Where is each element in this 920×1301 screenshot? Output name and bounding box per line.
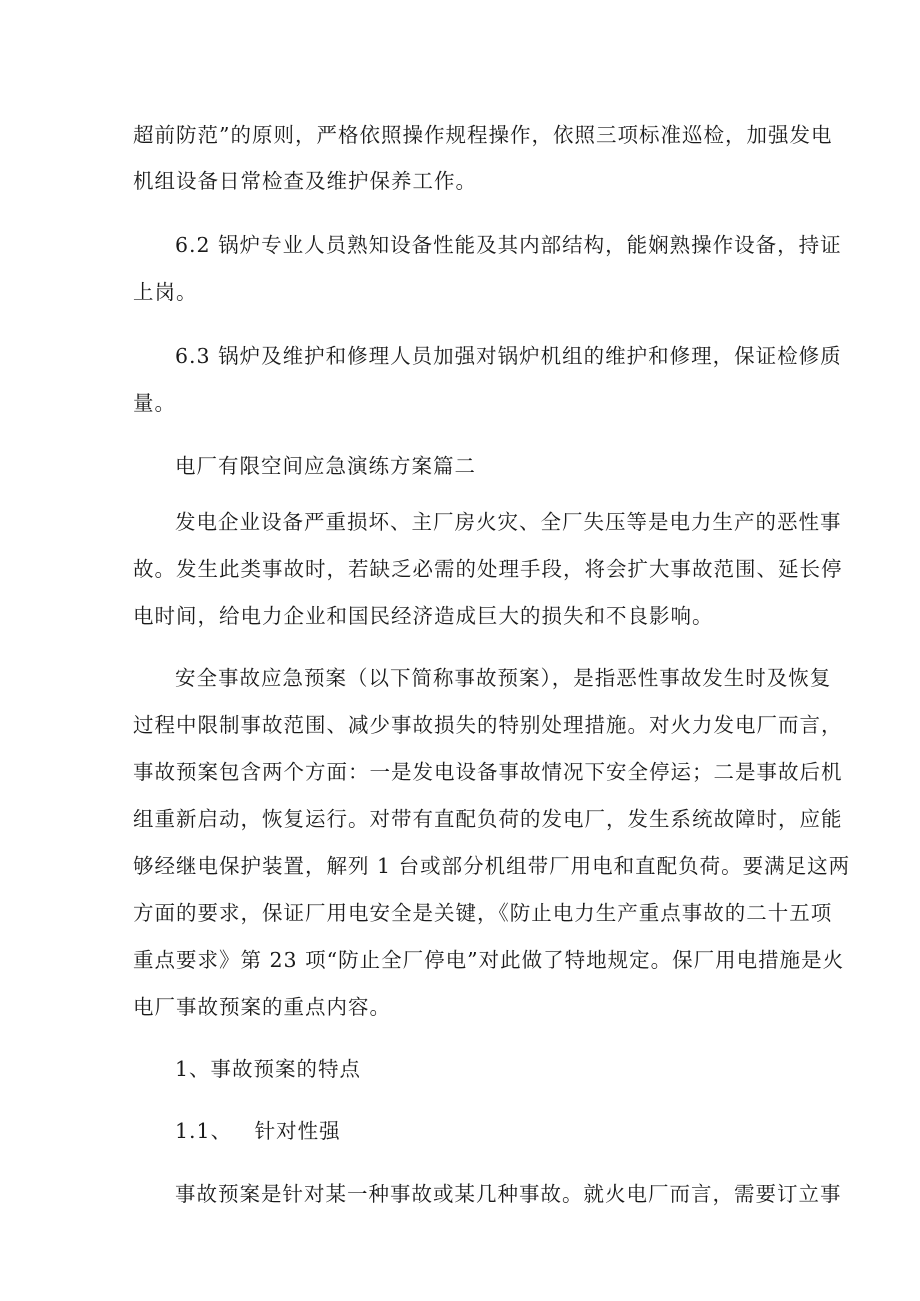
section-1-1-heading: 1.1、 针对性强 [175,1119,341,1143]
section-6-3-line: 6.3 锅炉及维护和修理人员加强对锅炉机组的维护和修理，保证检修质 [175,344,842,368]
paragraph-line: 电厂事故预案的重点内容。 [133,995,391,1019]
section-6-2-line: 6.2 锅炉专业人员熟知设备性能及其内部结构，能娴熟操作设备，持证 [175,233,842,257]
paragraph-line: 超前防范”的原则，严格依照操作规程操作，依照三项标准巡检，加强发电 [133,123,833,147]
paragraph-line: 组重新启动，恢复运行。对带有直配负荷的发电厂，发生系统故障时，应能 [133,807,843,831]
paragraph-line: 过程中限制事故范围、减少事故损失的特别处理措施。对火力发电厂而言， [133,713,843,737]
section-1-heading: 1、事故预案的特点 [175,1057,362,1081]
heading-part-two: 电厂有限空间应急演练方案篇二 [175,454,476,478]
paragraph-line: 事故预案包含两个方面：一是发电设备事故情况下安全停运；二是事故后机 [133,760,843,784]
paragraph-line: 够经继电保护装置，解列 1 台或部分机组带厂用电和直配负荷。要满足这两 [133,854,851,878]
section-6-2-line: 上岗。 [133,280,198,304]
paragraph-line: 事故预案是针对某一种事故或某几种事故。就火电厂而言，需要订立事 [175,1182,842,1206]
paragraph-line: 安全事故应急预案（以下简称事故预案），是指恶性事故发生时及恢复 [175,666,832,690]
section-6-3-line: 量。 [133,391,176,415]
paragraph-line: 电时间，给电力企业和国民经济造成巨大的损失和不良影响。 [133,604,714,628]
paragraph-line: 方面的要求，保证厂用电安全是关键，《防止电力生产重点事故的二十五项 [133,901,833,925]
paragraph-line: 发电企业设备严重损坏、主厂房火灾、全厂失压等是电力生产的恶性事 [175,510,842,534]
paragraph-line: 重点要求》第 23 项“防止全厂停电”对此做了特地规定。保厂用电措施是火 [133,948,845,972]
paragraph-line: 机组设备日常检查及维护保养工作。 [133,169,477,193]
paragraph-line: 故。发生此类事故时，若缺乏必需的处理手段，将会扩大事故范围、延长停 [133,557,843,581]
